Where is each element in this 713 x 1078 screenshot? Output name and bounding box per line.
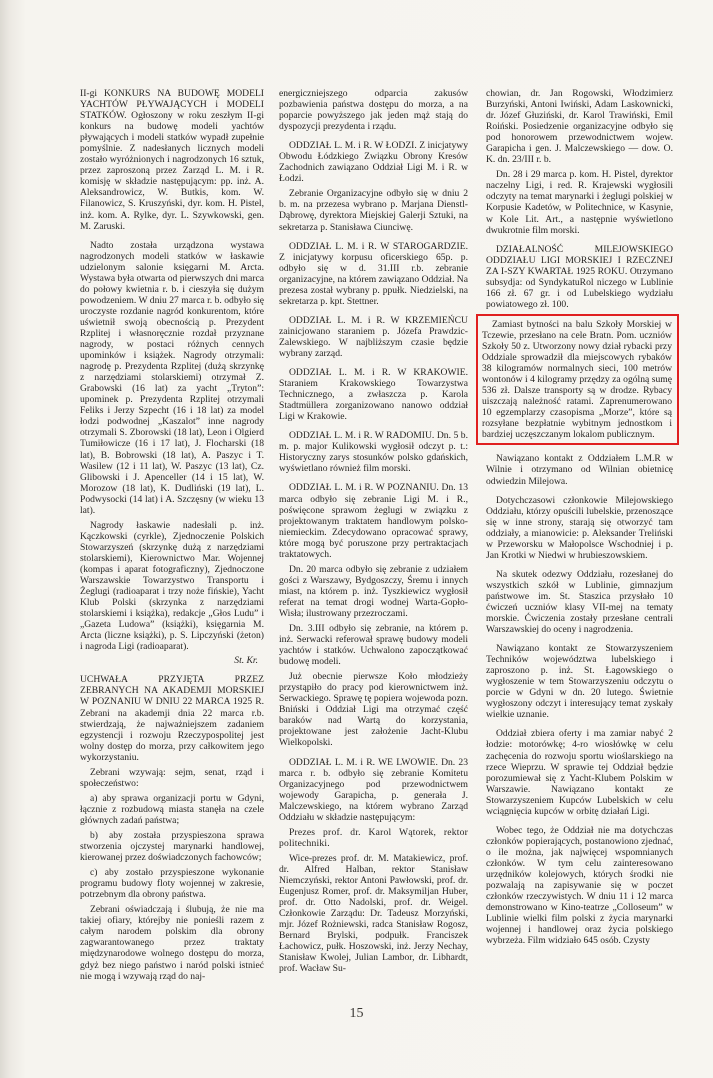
paragraph-zebrani-oswiadczaja: Zebrani oświadczają i ślubują, że nie ma takiej ofiary, którejby nie ponieśli razem z całym narodem polskim dla obrony zagwarantowanego przez traktaty międzynarodowe wolnego dostępu do morza, gdyż bez niego państwo i naród polski istnieć nie mogą i wzywają rząd do naj- (80, 904, 264, 982)
article-oddzial-radom: ODDZIAŁ L. M. i R. W RADOMIU. Dn. 5 b. m. p. major Kulikowski wygłosił odczyt p. t.: Historyczny zarys stosunków polsko gdańskich, wyświetlano również film morski. (279, 430, 468, 475)
paragraph-lwow-wice-prezes: Wice-prezes prof. dr. M. Matakiewicz, prof. dr. Alfred Halban, rektor Stanisław Niemczyński, rektor Antoni Pawłowski, prof. dr. Eugenjusz Romer, prof. dr. Maksymiljan Huber, prof. dr. Otto Nadolski, prof. dr. Weigel. Członkowie Zarządu: Dr. Tadeusz Morzyński, mjr. Józef Rożniewski, radca Stanisław Rogosz, Bernard Brylski, podpułk. Franciszek Łachowicz, pułk. Hoszowski, inż. Jerzy Nechay, Stanisław Kwolej, Julian Lambor, dr. Libhardt, prof. Wacław Su- (279, 852, 468, 975)
paragraph-point-b: b) aby została przyspieszona sprawa stworzenia ojczystej marynarki handlowej, kierowanej przez doświadczonych fachowców; (80, 830, 264, 864)
column-1 (80, 88, 264, 982)
paragraph-lwow-continuation: chowian, dr. Jan Rogowski, Włodzimierz Burzyński, Antoni Iwiński, Adam Laskownicki, dr. Józef Głuziński, dr. Karol Trawiński, Emil Roiński. Posiedzenie organizacyjne odbyło się pod honorowem przewodnictwem wojew. Garapicha i gen. J. Malczewskiego — dow. O. K. dn. 23/III r. b. (486, 88, 673, 166)
paragraph-zebrani-wzywaja: Zebrani wzywają: sejm, senat, rząd i społeczeństwo: (80, 766, 264, 789)
paragraph-poznan-kolo-mlodziezy: Już obecnie pierwsze Koło młodzieży przystąpiło do pracy pod kierownictwem inż. Serwackiego. Sprawę tę popiera wojewoda pozn. Bniński i Oddział Ligi ma otrzymać część baraków nad Wartą do korzystania, projektowane jest założenie Jacht-Klubu Wielkopolski. (279, 671, 468, 749)
article-oddzial-starogard: ODDZIAŁ L. M. i R. W STAROGARDZIE. Z inicjatywy korpusu oficerskiego 65p. p. odbyło się w d. 31.III r.b. zebranie organizacyjne, na którem zawiązano Oddział. Na prezesa został wybrany p. ppułk. Niedzielski, na sekretarza p. kpt. Stettner. (279, 240, 468, 307)
article-uchwala-poznan: UCHWAŁA PRZYJĘTA PRZEZ ZEBRANYCH NA AKADEMJI MORSKIEJ W POZNANIU W DNIU 22 MARCA 1925 R. Zebrani na akademji dnia 22 marca r.b. stwierdzają, że najważniejszem zadaniem egzystencji i rozwoju Rzeczypospolitej jest wolny dostęp do morza, przy całkowitem jego wykorzystaniu. (80, 674, 264, 763)
paragraph-point-c: c) aby zostało przyspieszone wykonanie programu budowy floty wojennej w zakresie, potrzebnym dla obrony państwa. (80, 867, 264, 901)
paragraph-stowarzyszenie-technikow: Nawiązano kontakt ze Stowarzyszeniem Techników województwa lubelskiego i zaproszono p. inż. St. Łagowskiego o wygłoszenie w tem Stowarzyszeniu odczytu o porcie w Gdyni w dn. 20 lutego. Świetnie wygłoszony odczyt i interesujący temat zyskały wielkie uznanie. (486, 643, 673, 721)
article-oddzial-lwow: ODDZIAŁ L. M. i R. WE LWOWIE. Dn. 23 marca r. b. odbyło się zebranie Komitetu Organizacyjnego pod przewodnictwem wojewody Garapicha, p. generała J. Malczewskiego, na którem wybrano Zarząd Oddziału w składzie następującym: (279, 756, 468, 823)
paragraph-czlonkowie-popierajacy: Wobec tego, że Oddział nie ma dotychczas członków popierających, postanowiono zjednać, o ile można, jak najwięcej wspomnianych członków. W tym celu zainteresowano urzędników kolejowych, których środki nie pozwalają na zapisywanie się w poczet członków rzeczywistych. W dniu 11 i 12 marca demonstrowano w Kino-teatrze „Colloseum” w Lublinie wielki film polski z życia marynarki wojennej i handlowej oraz życia polskiego wybrzeża. Film widziało 645 osób. Czysty (486, 824, 673, 947)
paragraph-czlonkowie-milejow: Dotychczasowi członkowie Milejowskiego Oddziału, którzy opuścili lubelskie, przenoszące się w inne strony, starają się otworzyć tam oddziały, a mianowicie: p. Aleksander Treliński w Przeworsku w Małopolsce Wschodniej i p. Jan Krotki w Niedwi w hrubieszowskiem. (486, 494, 673, 561)
highlighted-paragraph-dzial-rybacki: Zamiast bytności na balu Szkoły Morskiej w Tczewie, przesłano na cele Bratn. Pom. uczniów Szkoły 50 z. Utworzony nowy dział rybacki przy Oddziale sprowadził dla miejscowych rybaków 38 kilogramów normalnych sieci, 100 metrów wontonów i 4 kilogramy przędzy za ogólną sumę 536 zł. Dalsze transporty są w drodze. Rybacy uiszczają należność ratami. Zaprenumerowano 10 egzemplarzy czasopisma „Morze”, które są rozsyłane bezpłatnie wybitnym jednostkom i bardziej uczęszczanym lokalom publicznym. (482, 318, 672, 441)
paragraph-point-a: a) aby sprawa organizacji portu w Gdyni, łącznie z rozbudową miasta stanęła na czele głównych zadań państwa; (80, 792, 264, 826)
paragraph-odezwa-szkoly: Na skutek odezwy Oddziału, rozesłanej do wszystkich szkół w Lublinie, gimnazjum państwowe im. St. Staszica przysłało 10 ćwiczeń uczniów klasy VII-mej na tematy morskie. Ćwiczenia zostały przesłane centrali Warszawskiej do oceny i nagrodzenia. (486, 568, 673, 636)
paragraph-lwow-prezes: Prezes prof. dr. Karol Wątorek, rektor politechniki. (279, 826, 468, 849)
paragraph-lwow-odczyty: Dn. 28 i 29 marca p. kom. H. Pistel, dyrektor naczelny Ligi, i red. R. Krajewski wygłosili odczyty na temat marynarki i żeglugi polskiej w Korpusie Kadetów, w Politechnice, w Kasynie, w Kole Lit. Art., a następnie wyświetlono dwukrotnie film morski. (486, 169, 673, 236)
paragraph-continuation: energiczniejszego odparcia zakusów pozbawienia państwa dostępu do morza, a na poparcie powyższego jak jeden mąż stają do dyspozycji prezydenta i rządu. (279, 88, 468, 133)
column-3 (482, 88, 673, 947)
paragraph-poznan-20-marca: Dn. 20 marca odbyło się zebranie z udziałem gości z Warszawy, Bydgoszczy, Śremu i innych miast, na którem p. inż. Tyszkiewicz wygłosił referat na temat drogi wodnej Warta-Gopło-Wisła; ilustrowany przezroczami. (279, 563, 468, 619)
article-oddzial-poznan: ODDZIAŁ L. M. i R. W POZNANIU. Dn. 13 marca odbyło się zebranie Ligi M. i R., poświęcone sprawom żeglugi w związku z projektowanym traktatem handlowym polsko-niemieckim. Zdecydowano opracować sprawy, które mogą być poruszone przy pertraktacjach traktatowych. (279, 482, 468, 560)
article-oddzial-krzemieniec: ODDZIAŁ L. M. i R. W KRZEMIEŃCU zainicjowano staraniem p. Józefa Prawdzic-Zalewskiego. W najbliższym czasie będzie wybrany zarząd. (279, 314, 468, 359)
article-milejow-dzialalnosc: DZIAŁALNOŚĆ MILEJOWSKIEGO ODDZIAŁU LIGI MORSKIEJ I RZECZNEJ ZA I-SZY KWARTAŁ 1925 ROKU. Otrzymano subsydja: od SyndykatuRol niczego w Lublinie 166 zł. 67 gr. i od Lubelskiego wydziału powiatowego zł. 100. (486, 243, 673, 310)
column-2 (279, 88, 468, 974)
paragraph-nagrody: Nagrody łaskawie nadesłali p. inż. Kączkowski (cyrkle), Zjednoczenie Polskich Stowarzyszeń (skrzynkę dużą z narzędziami stolarskiemi), Kierownictwo Mar. Wojennej (kompas i aparat fotograficzny), Zjednoczone Warszawskie Towarzystwo Transportu i Żeglugi (radioaparat i trzy noże fińskie), Yacht Klub Polski (skrzynka z narzędziami stolarskiemi i książka), redakcje „Głos Ludu” i „Gazeta Ludowa” (książki), księgarnia M. Arcta (liczne książki), p. S. Lipczyński (żeton) i nagroda Ligi (radioaparat). (80, 519, 264, 653)
paragraph-lodz-zebranie: Zebranie Organizacyjne odbyło się w dniu 2 b. m. na przezesa wybrano p. Marjana Dienstl-Dąbrowę, dyrektora Miejskiej Galerji Sztuki, na sekretarza p. Stanisława Ciunciwę. (279, 188, 468, 233)
paragraph-poznan-3-iii: Dn. 3.III odbyło się zebranie, na którem p. inż. Serwacki referował sprawę budowy modeli yachtów i statków. Uchwalono zapoczątkować budowę modeli. (279, 623, 468, 668)
author-signature: St. Kr. (234, 655, 258, 667)
article-konkurs-modeli: II-gi KONKURS NA BUDOWĘ MODELI YACHTÓW PŁYWAJĄCYCH i MODELI STATKÓW. Ogłoszony w roku zeszłym II-gi konkurs na budowę modeli yachtów pływających i modeli statków wypadł zupełnie pomyślnie. Z nadesłanych licznych modeli zostało wyróżnionych i nagrodzonych 16 sztuk, przez zaproszoną przez Zarząd L. M. i R. komisję w składzie następującym: pp. inż. A. Aleksandrowicz, W. Butkis, kom. W. Filanowicz, S. Kruszyński, dyr. kom. H. Pistel, inż. kom. A. Rylke, dyr. L. Szywkowski, gen. M. Zaruski. (80, 88, 264, 232)
paragraph-wystawa: Nadto została urządzona wystawa nagrodzonych modeli statków w łaskawie udzielonym salonie księgarni M. Arcta. Wystawa była otwarta od pierwszych dni marca do połowy kwietnia r. b. i cieszyła się dużym powodzeniem. W dniu 27 marca r. b. odbyło się uroczyste rozdanie nagród konkurentom, które uświetnił swoją obecnością p. Prezydent Rzplitej i własnoręcznie rozdał przyznane nagrody, w postaci różnych cennych upominków i książek. Nagrody otrzymali: nagrodę p. Prezydenta Rzplitej (dużą skrzynkę z narzędziami stolarskiemi) otrzymał Z. Grabowski (16 lat) za yacht „Tryton”: upominek p. Prezydenta Rzplitej otrzymali Feliks i Jerzy Szpecht (16 i 18 lat) za model łodzi podwodnej „Kaszalot” inne nagrody otrzymali S. Zborowski (18 lat), Leon i Olgierd Tumiłowicze (16 i 17 lat), J. Flocharski (18 lat), B. Bobrowski (18 lat), A. Paszyc i T. Wasilew (12 i 11 lat), W. Paszyc (13 lat), Cz. Glibowski i J. Apenceller (14 i 15 lat), W. Morozow (18 lat), K. Dudliński (19 lat), L. Podwysocki (14 lat) i A. Szczęsny (w wieku 13 lat). (80, 239, 264, 516)
paragraph-oferty-lodzie: Oddział zbiera oferty i ma zamiar nabyć 2 łodzie: motorówkę; 4-ro wiosłówkę w celu zachęcenia do rozwoju sportu wioślarskiego na rzece Wieprzu. W sprawie tej Oddział będzie porozumiewał się z Yacht-Klubem Polskim w Warszawie. Nawiązano kontakt ze Stowarzyszeniem Kupców Lubelskich w celu wciągnięcia kupców w orbitę działań Ligi. (486, 728, 673, 817)
paragraph-kontakt-wilno: Nawiązano kontakt z Oddziałem L.M.R w Wilnie i otrzymano od Wilnian obietnicę odwiedzin Milejowa. (486, 453, 673, 487)
article-oddzial-krakow: ODDZIAŁ L. M. i R. W KRAKOWIE. Staraniem Krakowskiego Towarzystwa Technicznego, a zwłaszcza p. Karola Stadtmüllera zorganizowano nanowo oddział Ligi w Krakowie. (279, 367, 468, 423)
page-number: 15 (349, 1006, 364, 1021)
highlight-box (476, 314, 679, 446)
article-oddzial-lodz: ODDZIAŁ L. M. i R. W ŁODZI. Z inicjatywy Obwodu Łódzkiego Związku Obrony Kresów Zachodnich zawiązano Oddział Ligi M. i R. w Łodzi. (279, 140, 468, 185)
